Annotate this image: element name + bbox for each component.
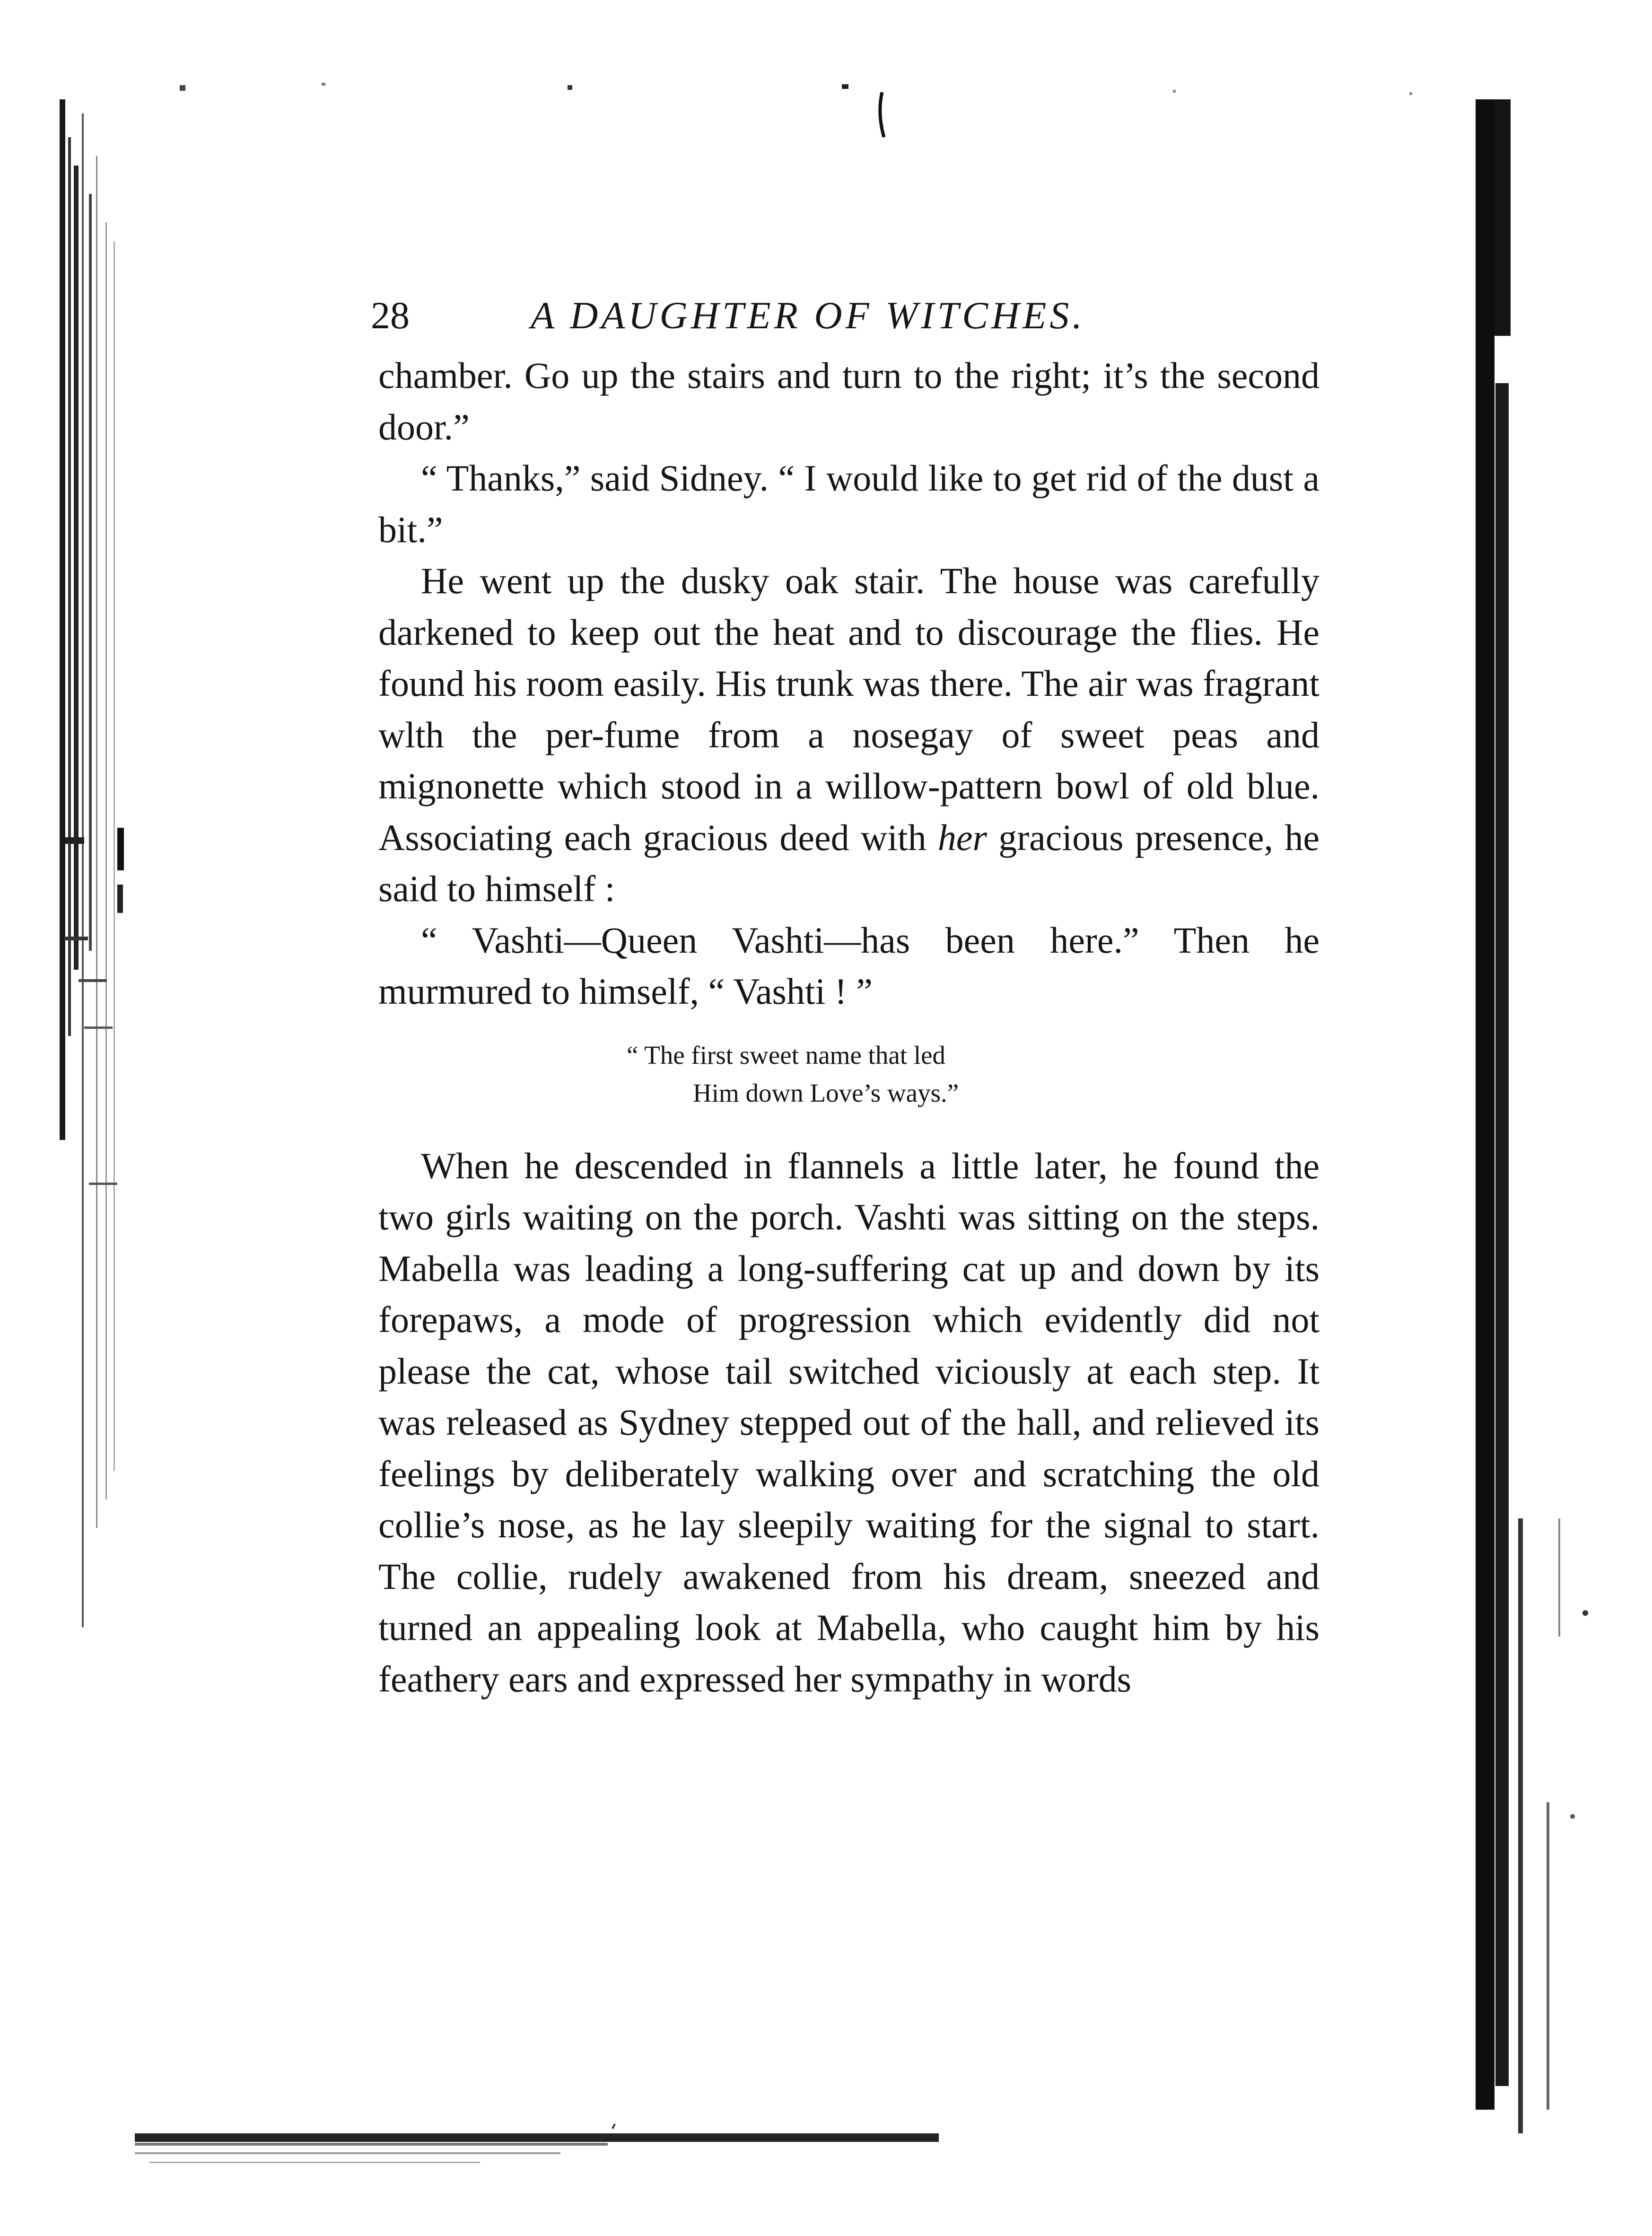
paragraph: chamber. Go up the stairs and turn to the right; it’s the second door.” [378,355,1320,447]
running-title: A DAUGHTER OF WITCHES. [531,294,1085,337]
page-number: 28 [371,294,410,337]
paragraph: “ Vashti—Queen Vashti—has been here.” Then he murmured to himself, “ Vashti ! ” [378,919,1320,1012]
scan-edge-right [1476,99,1613,2157]
verse-quote [378,1036,1320,1112]
scan-edge-bottom [135,2124,1152,2209]
book-page [371,293,1320,1705]
scan-edge-top [180,71,1551,156]
page-header [371,293,1320,350]
paragraph: When he descended in flannels a little later, he found the two girls waiting on the porch. Vashti was sitting on the steps. Mabella was leading a long-suffering cat up and down by its forepaws, a mode of progression which evidently did not please the cat, whose tail switched viciously at each step. It was released as Sydney stepped out of the hall, and relieved its feelings by deliberately walking over and scratching the old collie’s nose, as he lay sleepily waiting for the signal to start. The collie, rudely awakened from his dream, sneezed and turned an appealing look at Mabella, who caught him by his feathery ears and expressed her sympathy in words [378,1145,1320,1700]
body-text [378,350,1320,1705]
paragraph: He went up the dusky oak stair. The house was carefully darkened to keep out the heat and to discourage the flies. He found his room easily. His trunk was there. The air was fragrant wlth the per-fume from a nosegay of sweet peas and mignonette which stood in a willow-pattern bowl of old blue. Associating each gracious deed with her gracious presence, he said to himself : [378,560,1320,909]
scan-edge-left [56,99,127,1637]
emphasis-her: her [937,816,987,858]
verse-line: Him down Love’s ways.” [693,1078,959,1107]
paragraph: “ Thanks,” said Sidney. “ I would like to get rid of the dust a bit.” [378,457,1320,550]
verse-line: “ The first sweet name that led [627,1040,946,1070]
